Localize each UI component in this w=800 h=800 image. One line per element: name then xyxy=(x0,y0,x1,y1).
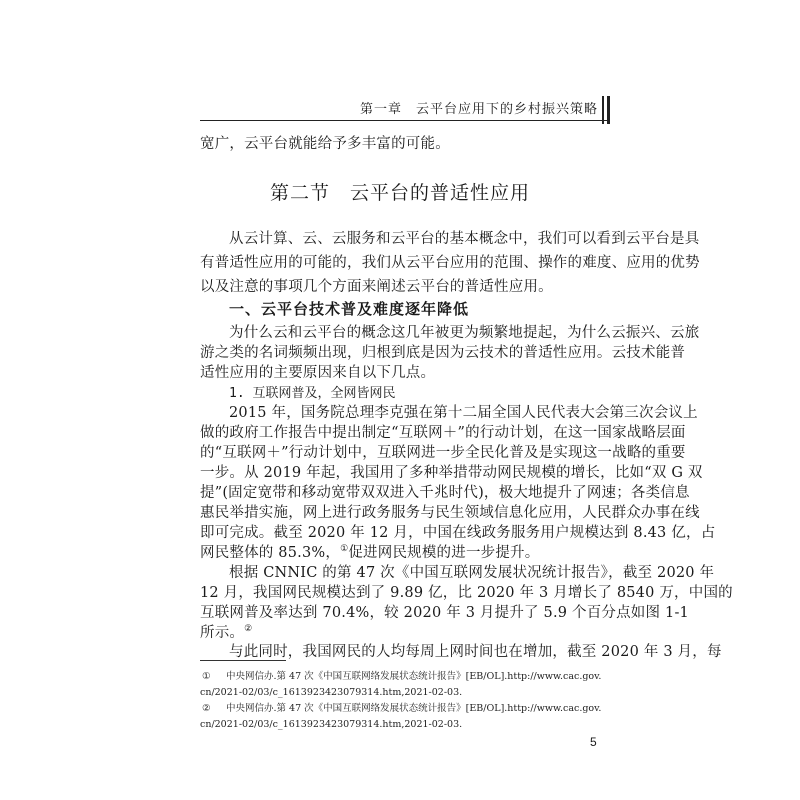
footnote-rule xyxy=(200,660,286,661)
page-number: 5 xyxy=(590,735,597,749)
body-text: 网民整体的 85.3%， xyxy=(200,545,341,561)
body-line: 互联网普及率达到 70.4%，较 2020 年 3 月提升了 5.9 个百分点如图 1-1 xyxy=(200,605,689,621)
running-header-title: 第一章 云平台应用下的乡村振兴策略 xyxy=(359,102,598,117)
header-rule xyxy=(200,120,608,121)
body-line: 从云计算、云、云服务和云平台的基本概念中，我们可以看到云平台是具 xyxy=(229,231,700,247)
body-line: 以及注意的事项几个方面来阐述云平台的普适性应用。 xyxy=(200,279,553,295)
footnote-cont: cn/2021-02/03/c_1613923423079314.htm,2021-02-03. xyxy=(200,687,463,698)
body-line: 游之类的名词频频出现，归根到底是因为云技术的普适性应用。云技术能普 xyxy=(200,345,686,361)
running-header xyxy=(200,96,608,120)
footnote-text: 中央网信办.第 47 次《中国互联网络发展状态统计报告》[EB/OL].http://www.cac.gov. xyxy=(226,671,602,682)
body-line: 2015 年，国务院总理李克强在第十二届全国人民代表大会第三次会议上 xyxy=(229,405,698,421)
body-line: 提”(固定宽带和移动宽带双双进入千兆时代)，极大地提升了网速；各类信息 xyxy=(200,485,690,501)
footnote-mark: ② xyxy=(202,703,211,714)
footnote-text: 中央网信办.第 47 次《中国互联网络发展状态统计报告》[EB/OL].http://www.cac.gov. xyxy=(226,703,602,714)
footnote xyxy=(200,702,600,716)
subheading: 一、云平台技术普及难度逐年降低 xyxy=(229,300,470,318)
body-text: 所示。 xyxy=(200,625,245,641)
body-line: 与此同时，我国网民的人均每周上网时间也在增加，截至 2020 年 3 月，每 xyxy=(229,644,722,660)
body-line: 适性应用的主要原因来自以下几点。 xyxy=(200,365,436,381)
body-line: 即可完成。截至 2020 年 12 月，中国在线政务服务用户规模达到 8.43 亿，占 xyxy=(200,525,716,541)
section-title: 第二节 云平台的普适性应用 xyxy=(269,182,530,204)
body-line: 一步。从 2019 年起，我国用了多种举措带动网民规模的增长，比如“双 G 双 xyxy=(200,465,703,481)
item-heading: 1. 互联网普及，全网皆网民 xyxy=(229,386,396,401)
footnote-ref[interactable]: ① xyxy=(340,544,349,555)
header-bar xyxy=(602,96,604,124)
body-line: 宽广，云平台就能给予多丰富的可能。 xyxy=(200,136,450,152)
body-line: 为什么云和云平台的概念这几年被更为频繁地提起，为什么云振兴、云旅 xyxy=(229,325,700,341)
body-line: 做的政府工作报告中提出制定“互联网＋”的行动计划，在这一国家战略层面 xyxy=(200,425,686,441)
footnote xyxy=(200,670,600,684)
body-line: 根据 CNNIC 的第 47 次《中国互联网发展状况统计报告》，截至 2020 年 xyxy=(229,565,715,581)
footnote-ref[interactable]: ② xyxy=(244,624,253,635)
body-line xyxy=(200,623,600,643)
body-line: 有普适性应用的可能的，我们从云平台应用的范围、操作的难度、应用的优势 xyxy=(200,255,700,271)
body-line: 的“互联网＋”行动计划中，互联网进一步全民化普及是实现这一战略的重要 xyxy=(200,445,686,461)
footnote-mark: ① xyxy=(202,671,211,682)
body-line: 惠民举措实施，网上进行政务服务与民生领域信息化应用，人民群众办事在线 xyxy=(200,505,700,521)
footnote-cont: cn/2021-02/03/c_1613923423079314.htm,2021-02-03. xyxy=(200,719,463,730)
body-line: 12 月，我国网民规模达到了 9.89 亿，比 2020 年 3 月增长了 8540 万，中国的 xyxy=(200,585,733,601)
body-text: 促进网民规模的进一步提升。 xyxy=(348,545,540,561)
body-line xyxy=(200,543,600,563)
header-bar-thick xyxy=(607,96,610,124)
